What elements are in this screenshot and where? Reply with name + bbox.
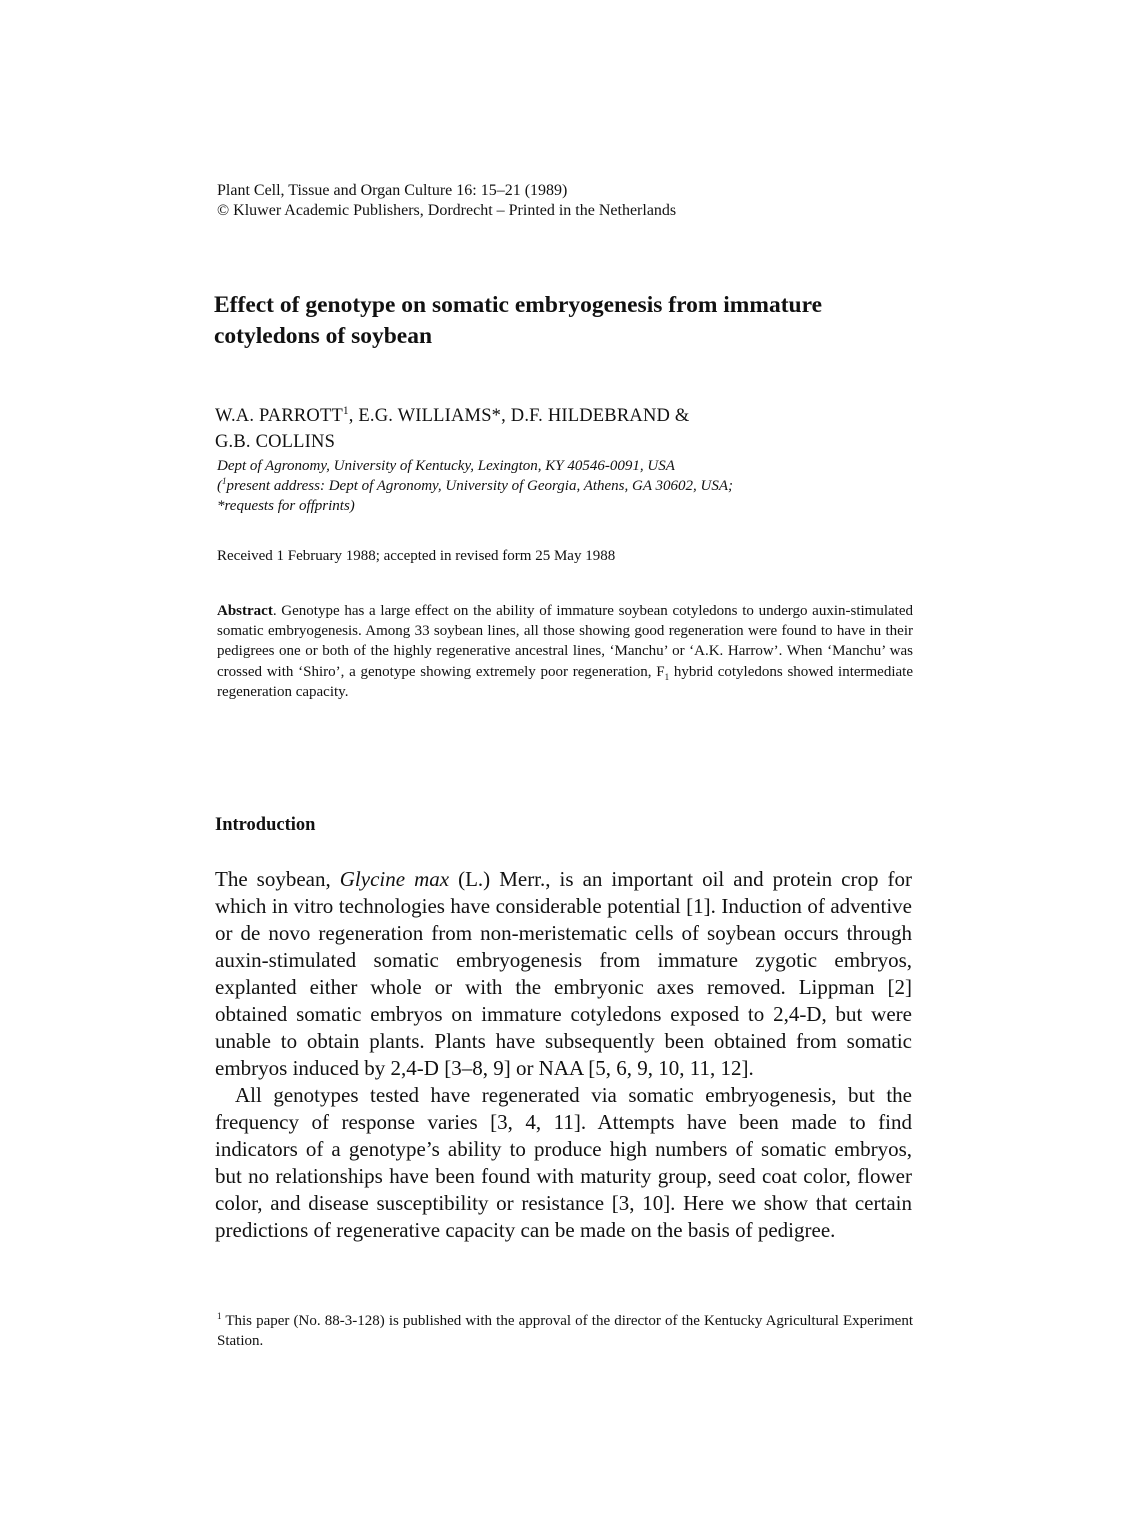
affiliation [217,456,917,516]
author-list [215,403,915,455]
paper-title [214,290,924,352]
authors-line-2: G.B. COLLINS [215,432,336,452]
journal-header [217,181,676,221]
paragraph-1: The soybean, Glycine max (L.) Merr., is an important oil and protein crop for which in vitro technologies have considerable potential [1]. Induction of adventive or de novo regeneration from non-meristematic cells of soybean occurs through auxin-stimulated somatic embryogenesis from immature zygotic embryos, explanted either whole or with the embryonic axes removed. Lippman [2] obtained somatic embryos on immature cotyledons exposed to 2,4-D, but were unable to obtain plants. Plants have subsequently been obtained from somatic embryos induced by 2,4-D [3–8, 9] or NAA [5, 6, 9, 10, 11, 12]. [215,867,912,1080]
author-footnote-mark: 1 [343,404,349,417]
affiliation-line-3: *requests for offprints) [217,498,355,514]
footnote-mark: 1 [217,1311,222,1321]
abstract-label: Abstract [217,603,273,619]
authors-line-1 [215,403,915,429]
affiliation-line-2: ($^1$present address: Dept of Agronomy, University of Georgia, Athens, GA 30602, USA; [217,476,733,494]
footnote [217,1311,913,1351]
authors-rest: , E.G. WILLIAMS*, D.F. HILDEBRAND & [348,406,690,426]
affiliation-footnote-mark: 1 [222,476,227,486]
copyright-symbol: © [217,202,230,219]
abstract-subscript: 1 [664,671,670,682]
journal-citation: Plant Cell, Tissue and Organ Culture 16: 15–21 (1989) [217,182,568,199]
author-parrott: W.A. PARROTT [215,406,343,426]
abstract-text-end: hybrid cotyledons showed intermediate regeneration capacity. [217,663,913,700]
footnote-text: This paper (No. 88-3-128) is published with the approval of the director of the Kentucky Agricultural Experiment Station. [217,1313,913,1349]
introduction-body [215,866,912,1244]
title-line-1: Effect of genotype on somatic embryogenesis from immature [214,292,823,318]
publisher-line [217,201,676,221]
received-dates: Received 1 February 1988; accepted in revised form 25 May 1988 [217,548,616,564]
title-line-2: cotyledons of soybean [214,323,433,349]
section-heading-introduction: Introduction [215,815,316,835]
abstract-text: . Genotype has a large effect on the ability of immature soybean cotyledons to undergo auxin-stimulated somatic embryogenesis. Among 33 soybean lines, all those showing good regeneration were found to have in their pedigrees one or both of the highly regenerative ancestral lines, ‘Manchu’ or ‘A.K. Harrow’. When ‘Manchu’ was crossed with ‘Shiro’, a genotype showing extremely poor regeneration, F [217,603,913,680]
publisher-text: Kluwer Academic Publishers, Dordrecht – Printed in the Netherlands [233,202,677,219]
paragraph-2: All genotypes tested have regenerated via somatic embryogenesis, but the frequency of response varies [3, 4, 11]. Attempts have been made to find indicators of a genotype’s ability to produce high numbers of somatic embryos, but no relationships have been found with maturity group, seed coat color, flower color, and disease susceptibility or resistance [3, 10]. Here we show that certain predictions of regenerative capacity can be made on the basis of pedigree. [215,1083,912,1242]
affiliation-line-1: Dept of Agronomy, University of Kentucky, Lexington, KY 40546-0091, USA [217,458,675,474]
abstract [217,601,913,702]
species-name: Glycine max [339,867,450,891]
